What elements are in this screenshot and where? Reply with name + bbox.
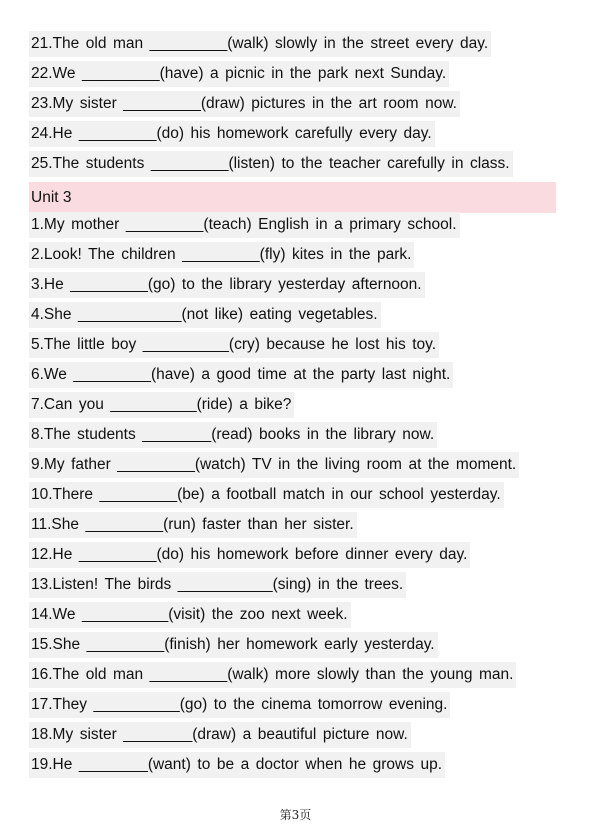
page-number: 第3页	[279, 808, 312, 822]
exercise-line-9: 9.My father _________(watch) TV in the living room at the moment.	[29, 452, 519, 478]
exercise-line-1: 1.My mother _________(teach) English in a primary school.	[29, 212, 460, 238]
exercise-line-19: 19.He ________(want) to be a doctor when he grows up.	[29, 752, 445, 778]
exercise-line-13: 13.Listen! The birds ___________(sing) in the trees.	[29, 572, 406, 598]
unit-heading: Unit 3	[29, 182, 556, 213]
exercise-line-21: 21.The old man _________(walk) slowly in the street every day.	[29, 31, 491, 57]
exercise-line-7: 7.Can you __________(ride) a bike?	[29, 392, 294, 418]
exercise-line-8: 8.The students ________(read) books in the library now.	[29, 422, 437, 448]
exercise-line-3: 3.He _________(go) to the library yesterday afternoon.	[29, 272, 425, 298]
exercise-line-10: 10.There _________(be) a football match in our school yesterday.	[29, 482, 504, 508]
exercise-line-12: 12.He _________(do) his homework before dinner every day.	[29, 542, 470, 568]
exercise-line-11: 11.She _________(run) faster than her sister.	[29, 512, 357, 538]
exercise-line-24: 24.He _________(do) his homework carefully every day.	[29, 121, 435, 147]
exercise-line-25: 25.The students _________(listen) to the teacher carefully in class.	[29, 151, 513, 177]
exercise-line-18: 18.My sister ________(draw) a beautiful picture now.	[29, 722, 411, 748]
exercise-line-16: 16.The old man _________(walk) more slowly than the young man.	[29, 662, 516, 688]
exercise-line-2: 2.Look! The children _________(fly) kites in the park.	[29, 242, 414, 268]
exercise-line-23: 23.My sister _________(draw) pictures in the art room now.	[29, 91, 460, 117]
exercise-line-15: 15.She _________(finish) her homework early yesterday.	[29, 632, 438, 658]
exercise-line-17: 17.They __________(go) to the cinema tomorrow evening.	[29, 692, 450, 718]
exercise-line-6: 6.We _________(have) a good time at the party last night.	[29, 362, 453, 388]
exercise-line-14: 14.We __________(visit) the zoo next week.	[29, 602, 351, 628]
exercise-line-22: 22.We _________(have) a picnic in the park next Sunday.	[29, 61, 449, 87]
exercise-line-4: 4.She ____________(not like) eating vegetables.	[29, 302, 381, 328]
exercise-line-5: 5.The little boy __________(cry) because he lost his toy.	[29, 332, 439, 358]
